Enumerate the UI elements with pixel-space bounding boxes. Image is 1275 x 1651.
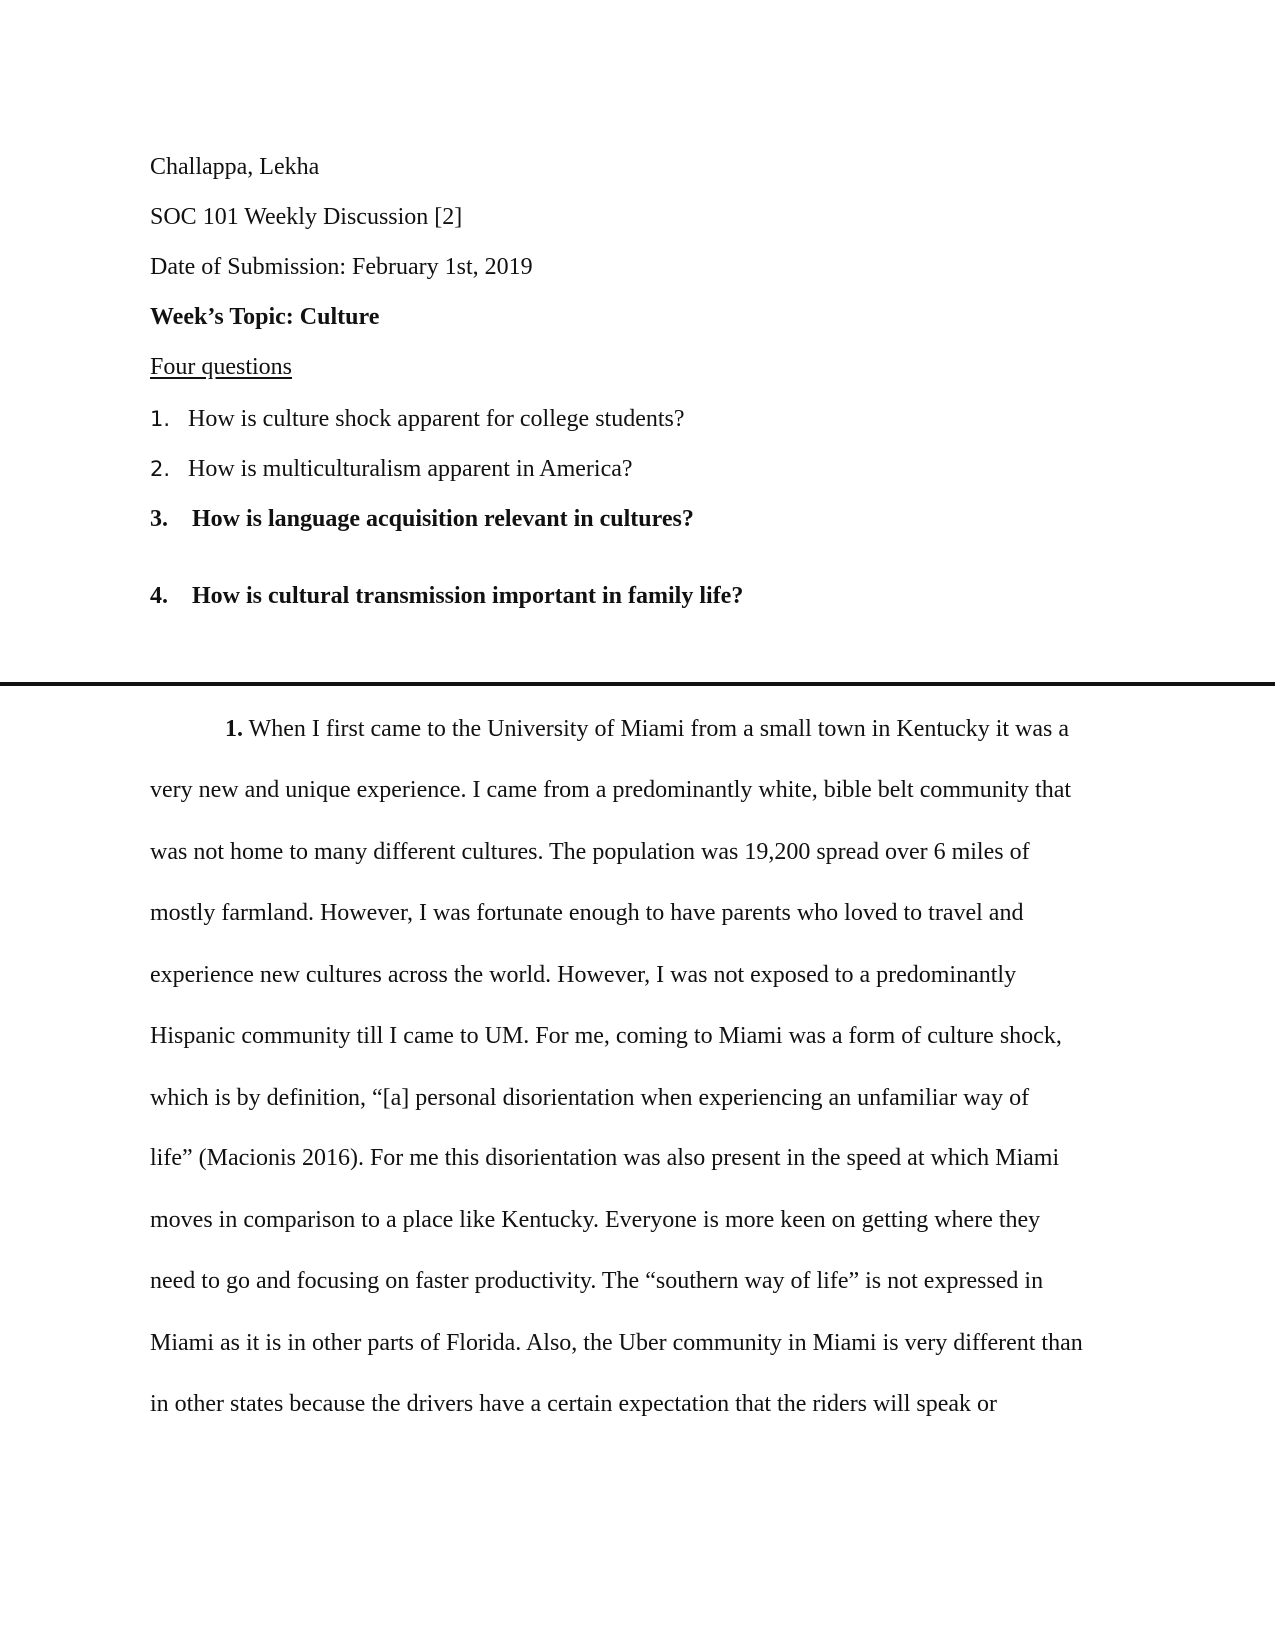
body-line: very new and unique experience. I came from a predominantly white, bible belt community that (150, 777, 1072, 803)
course-title: SOC 101 Weekly Discussion [2] (150, 204, 463, 230)
body-line: experience new cultures across the world. However, I was not exposed to a predominantly (150, 962, 1017, 988)
question-item (150, 407, 685, 431)
body-line: mostly farmland. However, I was fortunate enough to have parents who loved to travel and (150, 900, 1024, 926)
question-text: How is cultural transmission important in family life? (192, 583, 744, 609)
submission-date: Date of Submission: February 1st, 2019 (150, 254, 533, 280)
question-item (150, 584, 743, 608)
question-text: How is multiculturalism apparent in America? (188, 456, 633, 482)
question-number: 4. (150, 583, 168, 609)
question-number: 3. (150, 506, 168, 532)
body-line: moves in comparison to a place like Kentucky. Everyone is more keen on getting where they (150, 1207, 1041, 1233)
paragraph-number: 1. (225, 716, 243, 742)
author-name: Challappa, Lekha (150, 154, 320, 180)
body-line (225, 717, 1069, 741)
body-line-text: When I first came to the University of Miami from a small town in Kentucky it was a (243, 716, 1070, 742)
body-line: Hispanic community till I came to UM. For me, coming to Miami was a form of culture shock, (150, 1023, 1062, 1049)
body-line: need to go and focusing on faster productivity. The “southern way of life” is not expressed in (150, 1268, 1044, 1294)
question-text: How is language acquisition relevant in cultures? (192, 506, 694, 532)
question-item (150, 457, 633, 481)
question-text: How is culture shock apparent for college students? (188, 406, 685, 432)
questions-heading: Four questions (150, 354, 293, 380)
body-line: which is by definition, “[a] personal disorientation when experiencing an unfamiliar way of (150, 1085, 1030, 1111)
section-divider (0, 682, 1275, 686)
body-line: was not home to many different cultures. The population was 19,200 spread over 6 miles of (150, 839, 1030, 865)
question-item (150, 507, 694, 531)
body-line: in other states because the drivers have a certain expectation that the riders will speak or (150, 1391, 997, 1417)
question-number: 2. (150, 457, 171, 481)
week-topic: Week’s Topic: Culture (150, 304, 380, 330)
question-number: 1. (150, 407, 171, 431)
body-line: life” (Macionis 2016). For me this disorientation was also present in the speed at which Miami (150, 1145, 1060, 1171)
body-line: Miami as it is in other parts of Florida. Also, the Uber community in Miami is very different than (150, 1330, 1083, 1356)
